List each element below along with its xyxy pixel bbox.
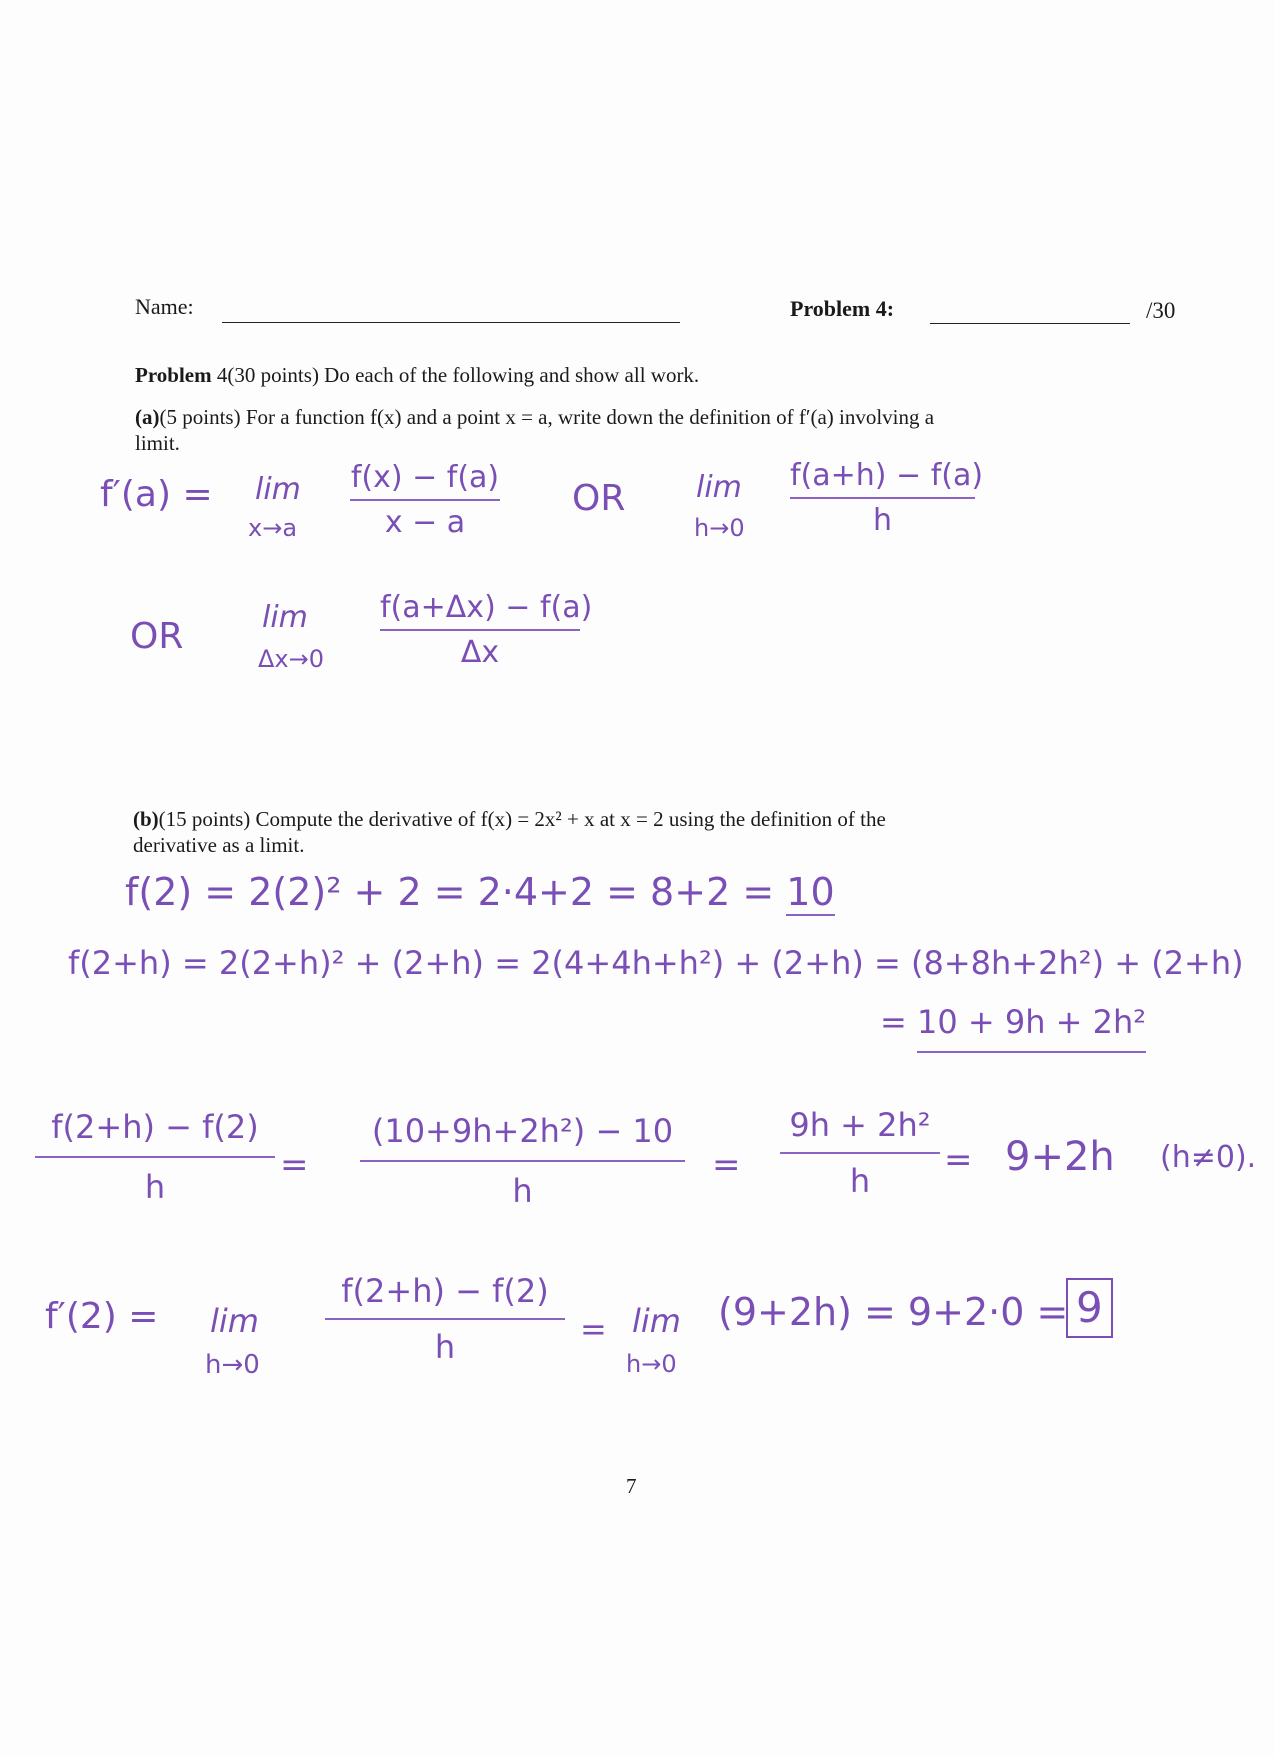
answer-b-frac6 (780, 1106, 940, 1200)
problem-title-bold: Problem (135, 363, 212, 387)
answer-b-eq4: = (580, 1310, 607, 1348)
answer-a-or1: OR (572, 478, 626, 519)
frac4-bar (35, 1156, 275, 1158)
problem-title-rest: 4(30 points) Do each of the following and show all work. (216, 363, 700, 387)
frac1-bar (350, 499, 500, 501)
answer-b-eq2: = (712, 1145, 741, 1185)
answer-a-lim1-sub: x→a (248, 514, 298, 542)
answer-b-frac7 (325, 1272, 565, 1366)
part-a-label: (a) (135, 405, 160, 429)
answer-b-line3 (880, 1003, 1146, 1053)
score-total: /30 (1146, 298, 1176, 323)
frac4-numerator: f(2+h) − f(2) (51, 1108, 259, 1146)
frac7-bar (325, 1318, 565, 1320)
part-a-prompt (135, 405, 934, 430)
score-blank (930, 323, 1130, 324)
answer-b-eq3: = (944, 1140, 973, 1180)
answer-b-line2: f(2+h) = 2(2+h)² + (2+h) = 2(4+4h+h²) + (2+h) = (8+8h+2h²) + (2+h) (68, 944, 1244, 982)
answer-b-frac4 (35, 1108, 275, 1206)
answer-a-lim2-sub: h→0 (694, 514, 745, 542)
page-number: 7 (626, 1474, 637, 1498)
problem-label: Problem 4: (790, 296, 895, 321)
part-a-prompt-cont: limit. (135, 431, 180, 455)
answer-a-or2: OR (130, 616, 184, 657)
frac3-numerator: f(a+Δx) − f(a) (380, 590, 593, 625)
answer-b-lim4: lim (210, 1302, 259, 1340)
answer-a-frac3 (380, 590, 593, 670)
answer-b-lim5-sub: h→0 (626, 1350, 677, 1378)
part-a-text: (5 points) For a function f(x) and a point x = a, write down the definition of f′(a) involving a (159, 405, 935, 429)
frac6-bar (780, 1152, 940, 1154)
answer-a-lhs: f′(a) = (100, 474, 213, 515)
line3-eq: = (880, 1003, 907, 1041)
frac2-denominator: h (872, 503, 892, 538)
answer-b-condition: (h≠0). (1160, 1140, 1257, 1175)
part-b-prompt (133, 807, 886, 832)
part-b-text: (15 points) Compute the derivative of f(x) = 2x² + x at x = 2 using the definition of the (158, 807, 886, 831)
frac6-numerator: 9h + 2h² (789, 1106, 931, 1144)
answer-a-lim3: lim (262, 600, 308, 635)
frac2-bar (790, 497, 975, 499)
frac3-denominator: Δx (460, 635, 500, 670)
answer-b-final-expr: (9+2h) = 9+2·0 = (718, 1290, 1069, 1334)
answer-b-simplified: 9+2h (1005, 1134, 1115, 1180)
line1-expr: f(2) = 2(2)² + 2 = 2·4+2 = 8+2 = (125, 870, 775, 914)
frac5-denominator: h (512, 1172, 533, 1210)
answer-b-lim4-sub: h→0 (205, 1350, 260, 1380)
answer-b-line1 (125, 870, 835, 914)
part-b-prompt-cont: derivative as a limit. (133, 833, 305, 857)
answer-b-lim5: lim (632, 1302, 681, 1340)
frac4-denominator: h (144, 1168, 166, 1206)
frac1-denominator: x − a (384, 505, 466, 540)
answer-b-final-answer: 9 (1066, 1278, 1113, 1338)
line3-result: 10 + 9h + 2h² (917, 1003, 1146, 1053)
frac7-denominator: h (434, 1328, 456, 1366)
answer-a-frac2 (790, 458, 984, 538)
frac7-numerator: f(2+h) − f(2) (341, 1272, 549, 1310)
answer-a-lim2: lim (696, 470, 742, 505)
frac2-numerator: f(a+h) − f(a) (790, 458, 984, 493)
answer-a-lim1: lim (255, 472, 301, 507)
name-label: Name: (135, 294, 194, 319)
answer-b-eq1: = (280, 1145, 309, 1185)
frac3-bar (380, 629, 580, 631)
part-b-label: (b) (133, 807, 159, 831)
line1-result: 10 (786, 870, 835, 914)
frac5-bar (360, 1160, 685, 1162)
answer-a-frac1 (350, 460, 500, 540)
answer-a-lim3-sub: Δx→0 (258, 645, 324, 673)
answer-b-final-lhs: f′(2) = (45, 1296, 159, 1337)
frac1-numerator: f(x) − f(a) (350, 460, 500, 495)
frac5-numerator: (10+9h+2h²) − 10 (371, 1112, 674, 1150)
problem-title (135, 363, 699, 388)
answer-b-frac5 (360, 1112, 685, 1210)
frac6-denominator: h (849, 1162, 871, 1200)
name-blank (222, 322, 680, 323)
